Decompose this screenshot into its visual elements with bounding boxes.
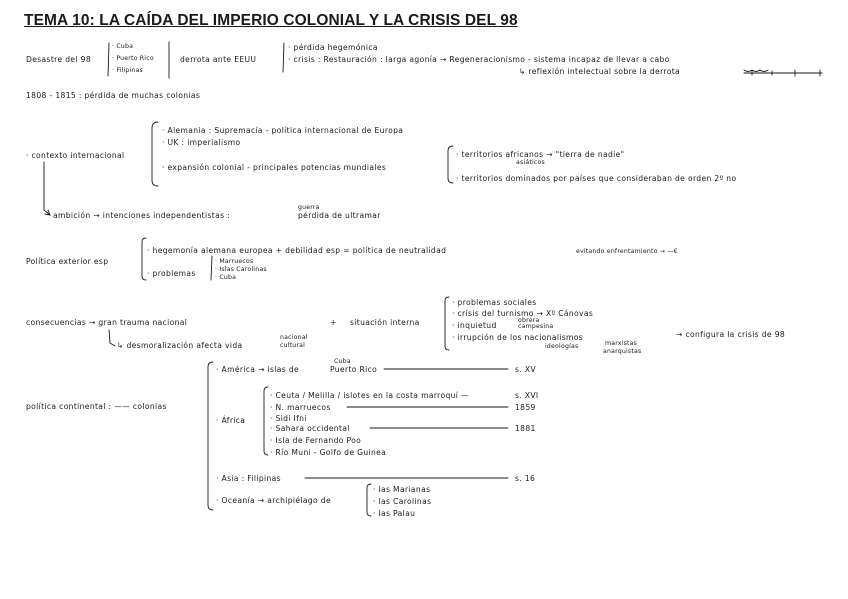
asia: · Asia : Filipinas (216, 474, 281, 483)
fecha-perdida-colonias: 1808 - 1815 : pérdida de muchas colonias (26, 91, 201, 100)
anarquistas: anarquistas (603, 348, 642, 355)
contexto-alemania: · Alemania : Supremacía - política internacional de Europa (162, 126, 404, 135)
marxistas: marxistas (605, 340, 638, 347)
contexto-label: · contexto internacional (26, 151, 125, 160)
guerra: guerra (298, 204, 320, 211)
asia-fecha: s. 16 (515, 474, 536, 483)
africa-sahara: · Sahara occidental (270, 424, 350, 433)
problema-carolinas: · Islas Carolinas (215, 266, 267, 273)
territorios-asiaticos: asiáticos (516, 159, 545, 166)
contexto-uk: · UK : imperialismo (162, 138, 241, 147)
america-cuba: Cuba (334, 358, 351, 365)
evitando-enfrentamiento: evitando enfrentamiento → —€ (576, 248, 678, 255)
africa-rio-muni: · Río Muni - Golfo de Guinea (270, 448, 387, 457)
politica-continental-label: política continental : —— colonias (26, 402, 167, 411)
perdida-hegemonica: · pérdida hegemónica (288, 43, 378, 52)
territorios-africanos: · territorios africanos → "tierra de nadie" (456, 150, 625, 159)
africa-fecha-sahara: 1881 (515, 424, 536, 433)
campesina: campesina (518, 323, 554, 330)
derrota-eeuu: derrota ante EEUU (180, 55, 257, 64)
problema-marruecos: · Marruecos (215, 258, 254, 265)
africa-fernando-poo: · Isla de Fernando Poo (270, 436, 362, 445)
configura-crisis: → configura la crisis de 98 (676, 330, 786, 339)
crisis-restauracion: · crisis : Restauración : larga agonía → Regeneracionismo - sistema incapaz de llevar a cabo (288, 55, 670, 64)
consecuencias-label: consecuencias → gran trauma nacional (26, 318, 188, 327)
oceania: · Oceanía → archipiélago de (216, 496, 331, 505)
africa-fecha-ceuta: s. XVI (515, 391, 539, 400)
perdida-ultramar: pérdida de ultramar (298, 211, 381, 220)
contexto-expansion: · expansión colonial - principales potencias mundiales (162, 163, 387, 172)
nacional: nacional (280, 334, 308, 341)
problema-cuba: · Cuba (215, 274, 237, 281)
ideologias: ideologías (545, 343, 579, 350)
colonia-puerto-rico: · Puerto Rico (112, 55, 154, 62)
desmoralizacion: ↳ desmoralización afecta vida (117, 341, 243, 350)
crisis-turnismo: · crisis del turnismo → Xº Cánovas (452, 309, 594, 318)
problemas-sociales: · problemas sociales (452, 298, 537, 307)
africa-ceuta: · Ceuta / Melilla / islotes en la costa marroquí — (270, 391, 469, 400)
oceania-marianas: · las Marianas (373, 485, 431, 494)
inquietud: · inquietud (452, 321, 497, 330)
america-puerto-rico: Puerto Rico (330, 365, 378, 374)
situacion-interna: situación interna (350, 318, 420, 327)
africa-sidi-ifni: · Sidi Ifni (270, 414, 307, 423)
africa-marruecos: · N. marruecos (270, 403, 331, 412)
page-title: TEMA 10: LA CAÍDA DEL IMPERIO COLONIAL Y LA CRISIS DEL 98 (24, 12, 518, 29)
colonia-filipinas: · Filipinas (112, 67, 143, 74)
politica-exterior-label: Política exterior esp (26, 257, 109, 266)
obrera: obrera (518, 317, 540, 324)
ambicion: ambición → intenciones independentistas : (53, 211, 231, 220)
hegemonia-alemana: · hegemonía alemana europea + debilidad esp = política de neutralidad (147, 246, 447, 255)
cultural: cultural (280, 342, 306, 349)
irrupcion-nacionalismos: · irrupción de los nacionalismos (452, 333, 584, 342)
reflexion-intelectual: ↳ reflexión intelectual sobre la derrota (519, 67, 681, 76)
plus-sign: + (330, 318, 337, 327)
problemas-label: · problemas (147, 269, 196, 278)
america-fecha: s. XV (515, 365, 536, 374)
desastre-label: Desastre del 98 (26, 55, 92, 64)
africa-fecha-marruecos: 1859 (515, 403, 536, 412)
america: · América → islas de (216, 365, 300, 374)
africa: · África (216, 416, 246, 425)
territorios-dominados: · territorios dominados por países que consideraban de orden 2º no (456, 174, 737, 183)
colonia-cuba: · Cuba (112, 43, 134, 50)
oceania-carolinas: · las Carolinas (373, 497, 432, 506)
oceania-palau: · las Palau (373, 509, 416, 518)
